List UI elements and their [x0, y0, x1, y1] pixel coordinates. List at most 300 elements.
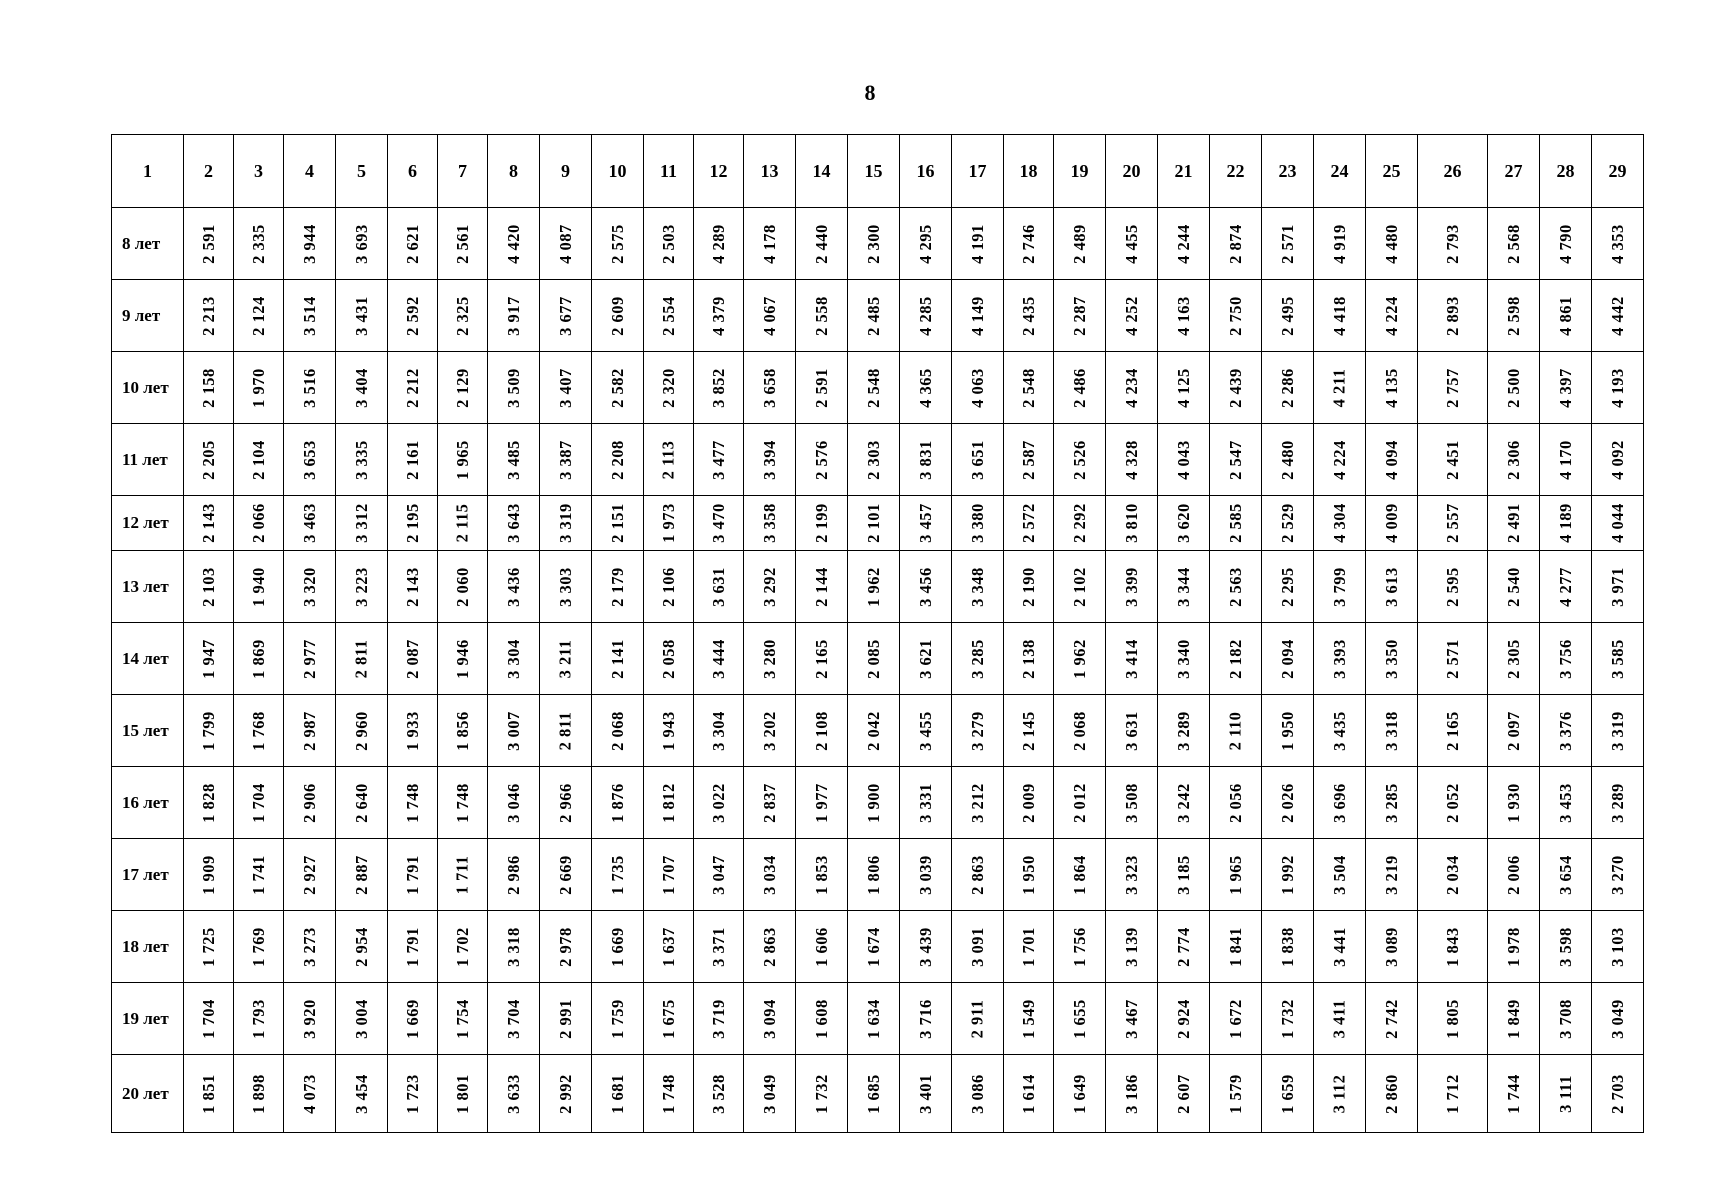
cell-value: 3 509	[503, 367, 523, 408]
table-cell	[336, 983, 388, 1055]
table-cell	[1418, 695, 1488, 767]
cell-value: 1 805	[1442, 998, 1462, 1039]
cell-value: 4 170	[1555, 439, 1575, 480]
table-cell	[694, 839, 744, 911]
table-cell	[1314, 623, 1366, 695]
cell-value: 2 066	[248, 503, 268, 543]
cell-value: 1 853	[811, 854, 831, 895]
table-cell	[1158, 551, 1210, 623]
cell-value: 3 467	[1121, 998, 1141, 1039]
cell-value: 2 503	[658, 223, 678, 264]
table-cell	[1488, 983, 1540, 1055]
cell-value: 4 149	[967, 295, 987, 336]
table-cell	[1540, 983, 1592, 1055]
cell-value: 4 397	[1555, 367, 1575, 408]
table-cell	[184, 839, 234, 911]
cell-value: 2 529	[1277, 503, 1297, 543]
table-cell	[1106, 839, 1158, 911]
cell-value: 3 399	[1121, 566, 1141, 607]
table-cell	[1262, 695, 1314, 767]
cell-value: 1 579	[1225, 1073, 1245, 1114]
cell-value: 3 212	[967, 782, 987, 823]
table-cell	[438, 496, 488, 551]
cell-value: 2 863	[967, 854, 987, 895]
table-cell	[234, 767, 284, 839]
cell-value: 2 987	[299, 710, 319, 751]
table-cell	[438, 623, 488, 695]
cell-value: 2 750	[1225, 295, 1245, 336]
cell-value: 2 887	[351, 854, 371, 895]
cell-value: 1 962	[863, 566, 883, 607]
table-cell	[1106, 911, 1158, 983]
table-cell	[1488, 352, 1540, 424]
table-cell	[592, 839, 644, 911]
table-cell	[796, 1055, 848, 1133]
cell-value: 2 500	[1503, 367, 1523, 408]
table-cell	[592, 1055, 644, 1133]
cell-value: 1 940	[248, 566, 268, 607]
cell-value: 3 331	[915, 782, 935, 823]
cell-value: 3 242	[1173, 782, 1193, 823]
cell-value: 1 637	[658, 926, 678, 967]
cell-value: 1 828	[198, 782, 218, 823]
table-cell	[284, 695, 336, 767]
table-cell	[1158, 911, 1210, 983]
cell-value: 3 185	[1173, 854, 1193, 895]
table-cell	[1592, 424, 1644, 496]
cell-value: 3 431	[351, 295, 371, 336]
table-cell	[848, 623, 900, 695]
cell-value: 2 058	[658, 638, 678, 679]
table-row	[112, 911, 1644, 983]
cell-value: 2 621	[402, 223, 422, 264]
table-cell	[848, 911, 900, 983]
cell-value: 3 631	[1121, 710, 1141, 751]
cell-value: 3 285	[967, 638, 987, 679]
table-cell	[1418, 623, 1488, 695]
cell-value: 2 161	[402, 439, 422, 480]
cell-value: 1 838	[1277, 926, 1297, 967]
cell-value: 2 587	[1018, 439, 1038, 480]
table-cell	[1540, 839, 1592, 911]
table-cell	[1592, 1055, 1644, 1133]
cell-value: 3 404	[351, 367, 371, 408]
cell-value: 2 986	[503, 854, 523, 895]
cell-value: 2 860	[1381, 1073, 1401, 1114]
cell-value: 3 508	[1121, 782, 1141, 823]
cell-value: 2 576	[811, 439, 831, 480]
cell-value: 2 595	[1442, 566, 1462, 607]
table-row	[112, 424, 1644, 496]
cell-value: 3 289	[1173, 710, 1193, 751]
cell-value: 2 439	[1225, 367, 1245, 408]
cell-value: 3 653	[299, 439, 319, 480]
column-header-9: 9	[540, 135, 592, 208]
cell-value: 3 292	[759, 566, 779, 607]
cell-value: 1 793	[248, 998, 268, 1039]
table-cell	[592, 623, 644, 695]
table-cell	[388, 280, 438, 352]
cell-value: 4 353	[1607, 223, 1627, 264]
cell-value: 2 115	[452, 503, 472, 543]
cell-value: 2 042	[863, 710, 883, 751]
table-row	[112, 1055, 1644, 1133]
table-cell	[1210, 208, 1262, 280]
cell-value: 3 335	[351, 439, 371, 480]
table-cell	[796, 551, 848, 623]
table-cell	[540, 911, 592, 983]
row-label: 8 лет	[112, 208, 184, 280]
table-cell	[336, 208, 388, 280]
column-header-26: 26	[1418, 135, 1488, 208]
table-row	[112, 551, 1644, 623]
column-header-24: 24	[1314, 135, 1366, 208]
table-cell	[284, 424, 336, 496]
table-cell	[744, 551, 796, 623]
cell-value: 4 135	[1381, 367, 1401, 408]
table-cell	[900, 767, 952, 839]
cell-value: 3 453	[1555, 782, 1575, 823]
cell-value: 3 528	[708, 1073, 728, 1114]
table-cell	[234, 280, 284, 352]
cell-value: 2 143	[198, 503, 218, 543]
cell-value: 1 675	[658, 998, 678, 1039]
table-cell	[388, 496, 438, 551]
cell-value: 2 491	[1503, 503, 1523, 543]
table-cell	[1540, 496, 1592, 551]
cell-value: 1 732	[1277, 998, 1297, 1039]
cell-value: 1 702	[452, 926, 472, 967]
table-cell	[284, 767, 336, 839]
cell-value: 2 182	[1225, 638, 1245, 679]
row-label: 14 лет	[112, 623, 184, 695]
cell-value: 2 085	[863, 638, 883, 679]
table-cell	[1366, 911, 1418, 983]
cell-value: 3 007	[503, 710, 523, 751]
table-cell	[488, 623, 540, 695]
table-cell	[952, 839, 1004, 911]
cell-value: 1 748	[402, 782, 422, 823]
cell-value: 1 933	[402, 710, 422, 751]
table-cell	[1004, 767, 1054, 839]
table-cell	[488, 496, 540, 551]
table-cell	[1418, 1055, 1488, 1133]
table-cell	[796, 280, 848, 352]
cell-value: 2 101	[863, 503, 883, 543]
cell-value: 1 768	[248, 710, 268, 751]
table-cell	[1262, 623, 1314, 695]
cell-value: 3 371	[708, 926, 728, 967]
table-cell	[900, 496, 952, 551]
cell-value: 3 046	[503, 782, 523, 823]
table-cell	[184, 1055, 234, 1133]
table-cell	[388, 352, 438, 424]
cell-value: 4 189	[1555, 503, 1575, 543]
table-cell	[1210, 1055, 1262, 1133]
table-cell	[388, 1055, 438, 1133]
table-cell	[1158, 496, 1210, 551]
cell-value: 3 677	[555, 295, 575, 336]
table-cell	[284, 208, 336, 280]
table-cell	[1592, 839, 1644, 911]
table-cell	[184, 983, 234, 1055]
table-cell	[438, 911, 488, 983]
table-cell	[1158, 767, 1210, 839]
table-cell	[1004, 983, 1054, 1055]
table-cell	[848, 352, 900, 424]
row-label: 20 лет	[112, 1055, 184, 1133]
cell-value: 3 289	[1607, 782, 1627, 823]
table-cell	[438, 424, 488, 496]
table-cell	[488, 280, 540, 352]
cell-value: 3 323	[1121, 854, 1141, 895]
column-header-18: 18	[1004, 135, 1054, 208]
cell-value: 1 711	[452, 855, 472, 894]
table-cell	[488, 911, 540, 983]
table-cell	[644, 424, 694, 496]
table-cell	[1540, 767, 1592, 839]
cell-value: 4 094	[1381, 439, 1401, 480]
table-cell	[388, 208, 438, 280]
cell-value: 3 463	[299, 503, 319, 543]
cell-value: 1 799	[198, 710, 218, 751]
column-header-14: 14	[796, 135, 848, 208]
table-cell	[744, 983, 796, 1055]
cell-value: 2 158	[198, 367, 218, 408]
table-cell	[900, 623, 952, 695]
table-cell	[1054, 695, 1106, 767]
cell-value: 1 672	[1225, 998, 1245, 1039]
cell-value: 3 103	[1607, 926, 1627, 967]
cell-value: 2 060	[452, 566, 472, 607]
table-cell	[592, 551, 644, 623]
table-cell	[488, 208, 540, 280]
cell-value: 4 252	[1121, 295, 1141, 336]
table-cell	[1488, 839, 1540, 911]
cell-value: 1 748	[452, 782, 472, 823]
cell-value: 4 087	[555, 223, 575, 264]
table-cell	[1592, 623, 1644, 695]
cell-value: 3 708	[1555, 998, 1575, 1039]
cell-value: 3 280	[759, 638, 779, 679]
column-header-16: 16	[900, 135, 952, 208]
table-cell	[1158, 280, 1210, 352]
cell-value: 3 285	[1381, 782, 1401, 823]
cell-value: 3 407	[555, 367, 575, 408]
table-cell	[488, 551, 540, 623]
table-cell	[1210, 280, 1262, 352]
cell-value: 2 009	[1018, 782, 1038, 823]
table-cell	[336, 911, 388, 983]
table-cell	[1366, 623, 1418, 695]
cell-value: 2 151	[607, 503, 627, 543]
table-cell	[1366, 280, 1418, 352]
cell-value: 3 456	[915, 566, 935, 607]
column-header-17: 17	[952, 135, 1004, 208]
table-cell	[488, 983, 540, 1055]
table-cell	[388, 839, 438, 911]
cell-value: 4 125	[1173, 367, 1193, 408]
cell-value: 2 212	[402, 367, 422, 408]
cell-value: 1 978	[1503, 926, 1523, 967]
table-cell	[1262, 352, 1314, 424]
cell-value: 3 139	[1121, 926, 1141, 967]
table-cell	[388, 911, 438, 983]
cell-value: 3 704	[503, 998, 523, 1039]
table-cell	[1210, 983, 1262, 1055]
cell-value: 2 966	[555, 782, 575, 823]
cell-value: 2 563	[1225, 566, 1245, 607]
cell-value: 3 917	[503, 295, 523, 336]
table-cell	[1592, 496, 1644, 551]
cell-value: 1 864	[1069, 854, 1089, 895]
cell-value: 2 068	[1069, 710, 1089, 751]
cell-value: 1 741	[248, 854, 268, 895]
cell-value: 3 719	[708, 998, 728, 1039]
table-cell	[388, 767, 438, 839]
cell-value: 1 608	[811, 998, 831, 1039]
cell-value: 3 304	[503, 638, 523, 679]
cell-value: 3 799	[1329, 566, 1349, 607]
cell-value: 3 318	[503, 926, 523, 967]
cell-value: 4 211	[1329, 368, 1349, 407]
cell-value: 3 485	[503, 439, 523, 480]
table-cell	[1004, 424, 1054, 496]
data-table	[111, 134, 1644, 1133]
row-label: 17 лет	[112, 839, 184, 911]
table-cell	[694, 695, 744, 767]
cell-value: 3 651	[967, 439, 987, 480]
cell-value: 2 106	[658, 566, 678, 607]
cell-value: 2 303	[863, 439, 883, 480]
cell-value: 1 704	[198, 998, 218, 1039]
cell-value: 3 022	[708, 782, 728, 823]
cell-value: 4 163	[1173, 295, 1193, 336]
cell-value: 1 614	[1018, 1073, 1038, 1114]
table-cell	[1054, 208, 1106, 280]
table-cell	[540, 695, 592, 767]
table-cell	[744, 496, 796, 551]
table-cell	[1106, 1055, 1158, 1133]
table-cell	[694, 280, 744, 352]
cell-value: 2 540	[1503, 566, 1523, 607]
table-cell	[644, 1055, 694, 1133]
cell-value: 1 841	[1225, 926, 1245, 967]
table-cell	[1540, 911, 1592, 983]
table-cell	[900, 983, 952, 1055]
cell-value: 3 319	[555, 503, 575, 543]
cell-value: 2 056	[1225, 782, 1245, 823]
row-label: 18 лет	[112, 911, 184, 983]
cell-value: 2 068	[607, 710, 627, 751]
cell-value: 2 300	[863, 223, 883, 264]
table-cell	[952, 1055, 1004, 1133]
table-cell	[1366, 352, 1418, 424]
cell-value: 3 436	[503, 566, 523, 607]
cell-value: 2 571	[1277, 223, 1297, 264]
table-cell	[900, 424, 952, 496]
cell-value: 3 004	[351, 998, 371, 1039]
table-cell	[1488, 911, 1540, 983]
table-cell	[1314, 280, 1366, 352]
table-cell	[1314, 208, 1366, 280]
table-cell	[1262, 767, 1314, 839]
cell-value: 1 965	[452, 439, 472, 480]
cell-value: 2 113	[658, 440, 678, 479]
table-cell	[1004, 280, 1054, 352]
cell-value: 1 930	[1503, 782, 1523, 823]
cell-value: 1 725	[198, 926, 218, 967]
table-cell	[284, 911, 336, 983]
cell-value: 3 631	[708, 566, 728, 607]
cell-value: 3 279	[967, 710, 987, 751]
table-cell	[900, 352, 952, 424]
table-cell	[540, 1055, 592, 1133]
cell-value: 2 568	[1503, 223, 1523, 264]
cell-value: 4 289	[708, 223, 728, 264]
cell-value: 3 394	[759, 439, 779, 480]
cell-value: 3 633	[503, 1073, 523, 1114]
cell-value: 2 548	[1018, 367, 1038, 408]
table-cell	[644, 839, 694, 911]
table-cell	[1262, 983, 1314, 1055]
cell-value: 4 442	[1607, 295, 1627, 336]
table-cell	[848, 767, 900, 839]
cell-value: 2 144	[811, 566, 831, 607]
table-cell	[1054, 280, 1106, 352]
table-cell	[1054, 496, 1106, 551]
cell-value: 3 444	[708, 638, 728, 679]
cell-value: 3 516	[299, 367, 319, 408]
table-cell	[694, 983, 744, 1055]
cell-value: 2 640	[351, 782, 371, 823]
cell-value: 3 340	[1173, 638, 1193, 679]
table-cell	[694, 496, 744, 551]
cell-value: 3 186	[1121, 1073, 1141, 1114]
table-cell	[1004, 551, 1054, 623]
cell-value: 4 861	[1555, 295, 1575, 336]
table-cell	[1592, 551, 1644, 623]
table-cell	[488, 1055, 540, 1133]
cell-value: 4 919	[1329, 223, 1349, 264]
table-cell	[1592, 767, 1644, 839]
table-cell	[796, 424, 848, 496]
cell-value: 2 489	[1069, 223, 1089, 264]
column-header-3: 3	[234, 135, 284, 208]
table-cell	[694, 623, 744, 695]
table-cell	[1366, 424, 1418, 496]
table-cell	[1488, 695, 1540, 767]
cell-value: 1 909	[198, 854, 218, 895]
cell-value: 2 495	[1277, 295, 1297, 336]
cell-value: 2 138	[1018, 638, 1038, 679]
table-cell	[234, 695, 284, 767]
table-cell	[744, 352, 796, 424]
table-cell	[1210, 695, 1262, 767]
row-label: 16 лет	[112, 767, 184, 839]
table-cell	[336, 767, 388, 839]
table-cell	[1210, 839, 1262, 911]
table-cell	[1262, 911, 1314, 983]
cell-value: 3 319	[1607, 710, 1627, 751]
row-label: 9 лет	[112, 280, 184, 352]
table-cell	[900, 839, 952, 911]
table-cell	[438, 352, 488, 424]
table-cell	[1004, 839, 1054, 911]
table-cell	[1158, 983, 1210, 1055]
table-cell	[438, 695, 488, 767]
table-cell	[388, 424, 438, 496]
